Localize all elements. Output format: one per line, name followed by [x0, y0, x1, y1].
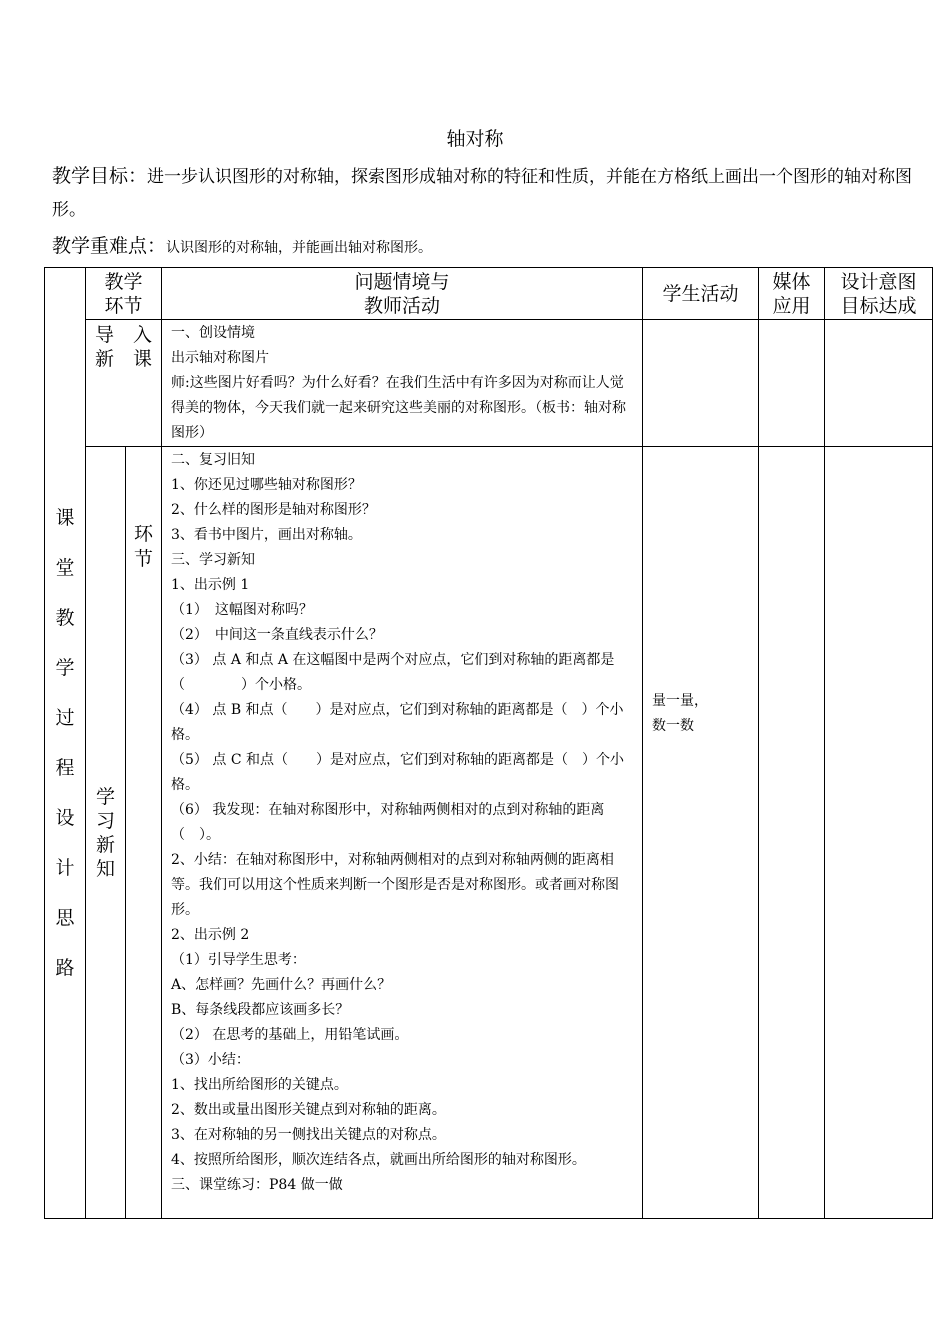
stage-step-label: 环 节	[126, 447, 162, 1219]
header-stage: 教学 环节	[86, 268, 162, 320]
side-label-cell	[45, 268, 86, 1219]
table-header-row	[45, 268, 933, 320]
header-student-activity: 学生活动	[643, 268, 759, 320]
intro-design-cell	[825, 320, 933, 447]
side-char: 堂	[55, 557, 75, 579]
teaching-keypoint	[52, 232, 912, 262]
new-knowledge-media-cell	[759, 447, 825, 1219]
new-knowledge-design-cell	[825, 447, 933, 1219]
header-teacher-activity: 问题情境与 教师活动	[162, 268, 643, 320]
new-knowledge-student-cell: 量一量， 数一数	[643, 447, 759, 1219]
lesson-plan-table	[44, 267, 933, 1219]
teaching-keypoint-text: 认识图形的对称轴，并能画出轴对称图形。	[166, 240, 433, 256]
side-char: 过	[55, 707, 75, 729]
side-char: 思	[55, 907, 75, 929]
intro-student-cell	[643, 320, 759, 447]
side-char: 教	[55, 607, 75, 629]
teaching-goal	[52, 160, 912, 227]
side-char: 设	[55, 807, 75, 829]
side-char: 学	[55, 657, 75, 679]
new-knowledge-content: 二、复习旧知 1、你还见过哪些轴对称图形？ 2、什么样的图形是轴对称图形？ 3、看书中图片，画出对称轴。 三、学习新知 1、出示例 1 （1） 这幅图对称吗？ （2） 中间这一条直线表示什么？ （3） 点 A 和点 A 在这幅图中是两个对应点，它们到对称轴的距离都是（ ）个小格。 （4） 点 B 和点（ ）是对应点，它们到对称轴的距离都是（ ）个小格。 （5） 点 C 和点（ ）是对应点，它们到对称轴的距离都是（ ）个小格。 （6） 我发现：在轴对称图形中，对称轴两侧相对的点到对称轴的距离（ ）。 2、小结：在轴对称图形中，对称轴两侧相对的点到对称轴两侧的距离相等。我们可以用这个性质来判断一个图形是否是对称图形。或者画对称图形。 2、出示例 2 （1）引导学生思考： A、怎样画？先画什么？再画什么？ B、每条线段都应该画多长？ （2） 在思考的基础上，用铅笔试画。 （3）小结： 1、找出所给图形的关键点。 2、数出或量出图形关键点到对称轴的距离。 3、在对称轴的另一侧找出关键点的对称点。 4、按照所给图形，顺次连结各点，就画出所给图形的轴对称图形。 三、课堂练习：P84 做一做	[162, 447, 643, 1219]
side-char: 程	[55, 757, 75, 779]
header-media: 媒体 应用	[759, 268, 825, 320]
table-row-new-knowledge	[45, 447, 933, 1219]
page-title: 轴对称	[446, 128, 504, 150]
stage-new-knowledge-label: 学 习 新 知	[86, 447, 126, 1219]
teaching-keypoint-label: 教学重难点：	[52, 235, 167, 257]
intro-content: 一、创设情境 出示轴对称图片 师:这些图片好看吗？为什么好看？在我们生活中有许多因为对称而让人觉得美的物体，今天我们就一起来研究这些美丽的对称图形。（板书：轴对称图形）	[162, 320, 643, 447]
intro-media-cell	[759, 320, 825, 447]
table-row-intro	[45, 320, 933, 447]
teaching-goal-label: 教学目标：	[52, 165, 148, 187]
side-char: 路	[55, 957, 75, 979]
teaching-goal-text: 进一步认识图形的对称轴，探索图形成轴对称的特征和性质，并能在方格纸上画出一个图形的轴对称图形。	[52, 167, 913, 220]
side-char: 课	[55, 507, 75, 529]
side-char: 计	[55, 857, 75, 879]
header-design-intent: 设计意图 目标达成	[825, 268, 933, 320]
stage-intro-label: 导 入 新 课	[86, 320, 162, 447]
